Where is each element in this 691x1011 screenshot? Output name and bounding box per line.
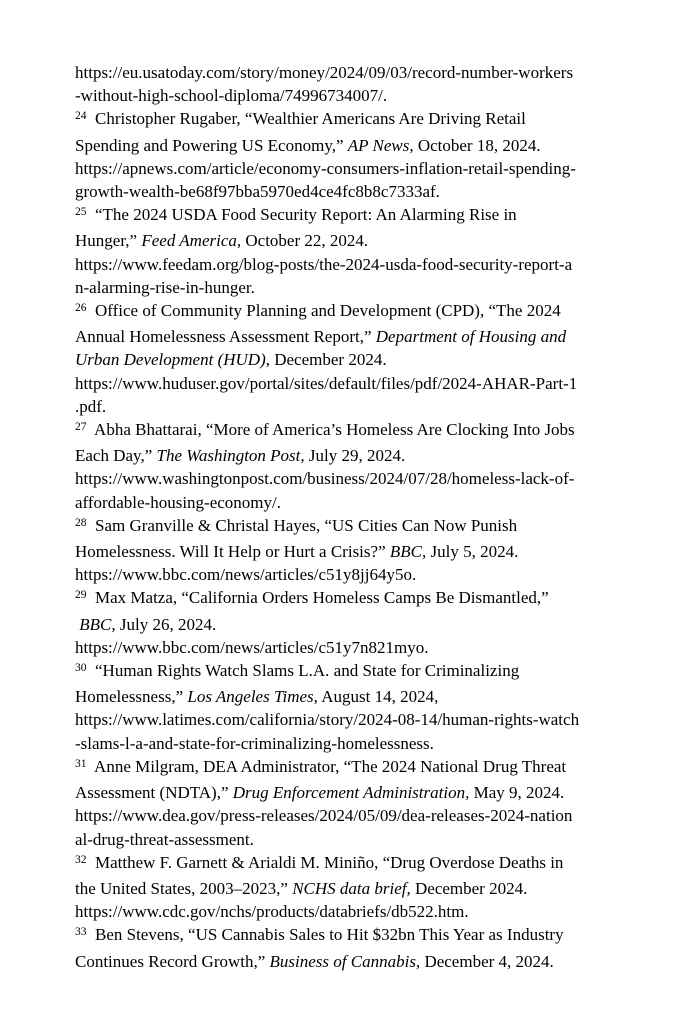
text-line (75, 229, 655, 252)
text-line (75, 781, 655, 804)
footnote-marker: 27 (75, 421, 87, 434)
url-text: .pdf. (75, 396, 107, 416)
publication-name-italic: BBC, (79, 614, 116, 634)
text-line (75, 444, 655, 467)
text-line (75, 372, 655, 395)
url-text: https://eu.usatoday.com/story/money/2024/09/03/record-number-workers (75, 63, 574, 82)
url-text: -without-high-school-diploma/74996734007/. (75, 86, 388, 106)
publication-name-italic: AP News (347, 135, 410, 155)
text-line (75, 613, 655, 636)
text-line (75, 828, 655, 851)
text-run: December 2024. (410, 878, 528, 898)
text-run: Anne Milgram, DEA Administrator, “The 2024 National Drug Threat (86, 756, 567, 776)
footnotes-text-block (75, 61, 655, 973)
text-line (75, 877, 655, 900)
text-run: Continues Record Growth,” (75, 951, 270, 971)
footnote-marker: 24 (75, 110, 87, 123)
text-run: Max Matza, “California Orders Homeless Camps Be Dismantled,” (86, 588, 549, 608)
text-run: Christopher Rugaber, “Wealthier Americans Are Driving Retail (86, 109, 526, 129)
text-run: December 4, 2024. (420, 951, 554, 971)
text-run: Annual Homelessness Assessment Report,” (75, 327, 376, 347)
footnote-marker: 29 (75, 589, 87, 602)
text-line (75, 900, 655, 923)
footnote-marker: 28 (75, 516, 87, 529)
publication-name-italic: Drug Enforcement Administration, (232, 783, 470, 803)
url-text: https://www.washingtonpost.com/business/2024/07/28/homeless-lack-of- (75, 469, 575, 489)
url-text: https://www.bbc.com/news/articles/c51y8jj64y5o. (75, 565, 417, 585)
text-line (75, 418, 655, 444)
text-line (75, 134, 655, 157)
text-line (75, 253, 655, 276)
text-line (75, 563, 655, 586)
text-run: , December 2024. (265, 350, 387, 370)
url-text: https://www.bbc.com/news/articles/c51y7n821myo. (75, 637, 429, 657)
text-line (75, 84, 655, 107)
text-line (75, 180, 655, 203)
text-line (75, 851, 655, 877)
text-line (75, 586, 655, 612)
text-run: Spending and Powering US Economy,” (75, 135, 348, 155)
publication-name-italic: NCHS data brief, (292, 878, 411, 898)
footnote-marker: 25 (75, 206, 87, 219)
footnote-marker: 31 (75, 757, 87, 770)
url-text: https://apnews.com/article/economy-consumers-inflation-retail-spending- (75, 158, 576, 178)
text-line (75, 61, 655, 84)
url-text: https://www.huduser.gov/portal/sites/default/files/pdf/2024-AHAR-Part-1 (75, 373, 578, 393)
text-run: , October 18, 2024. (409, 135, 541, 155)
text-line (75, 923, 655, 949)
text-run: the United States, 2003–2023,” (75, 878, 293, 898)
publication-name-italic: Business of Cannabis, (269, 951, 421, 971)
text-line (75, 276, 655, 299)
text-line (75, 950, 655, 973)
text-line (75, 491, 655, 514)
url-text: al-drug-threat-assessment. (75, 829, 254, 849)
url-text: https://www.latimes.com/california/story/2024-08-14/human-rights-watch (75, 710, 580, 730)
url-text: affordable-housing-economy/. (75, 492, 281, 512)
publication-name-italic: The Washington Post, (156, 446, 305, 466)
text-line (75, 514, 655, 540)
text-line (75, 732, 655, 755)
text-line (75, 299, 655, 325)
text-line (75, 804, 655, 827)
text-run: Office of Community Planning and Development (CPD), “The 2024 (86, 301, 561, 321)
text-line (75, 636, 655, 659)
footnote-marker: 26 (75, 302, 87, 315)
text-line (75, 685, 655, 708)
text-run: Each Day,” (75, 446, 157, 466)
text-run: Hunger,” (75, 231, 142, 251)
text-line (75, 708, 655, 731)
url-text: https://www.dea.gov/press-releases/2024/05/09/dea-releases-2024-nation (75, 806, 573, 826)
text-run: July 26, 2024. (115, 614, 217, 634)
url-text: https://www.cdc.gov/nchs/products/databriefs/db522.htm. (75, 902, 469, 922)
text-run: Homelessness,” (75, 687, 188, 707)
text-run: October 22, 2024. (241, 231, 369, 251)
publication-name-italic: Urban Development (HUD) (75, 350, 266, 370)
url-text: https://www.feedam.org/blog-posts/the-2024-usda-food-security-report-a (75, 254, 573, 274)
text-run: , August 14, 2024, (313, 687, 439, 707)
text-line (75, 395, 655, 418)
publication-name-italic: Los Angeles Times (187, 687, 314, 707)
footnote-marker: 33 (75, 926, 87, 939)
publication-name-italic: BBC, (389, 542, 427, 562)
footnote-marker: 30 (75, 662, 87, 675)
text-run: Homelessness. Will It Help or Hurt a Crisis?” (75, 542, 390, 562)
text-line (75, 325, 655, 348)
text-line (75, 755, 655, 781)
text-run: Matthew F. Garnett & Arialdi M. Miniño, “Drug Overdose Deaths in (86, 852, 564, 872)
text-line (75, 659, 655, 685)
text-line (75, 157, 655, 180)
url-text: -slams-l-a-and-state-for-criminalizing-homelessness. (75, 733, 434, 753)
text-run: Ben Stevens, “US Cannabis Sales to Hit $32bn This Year as Industry (86, 925, 564, 945)
text-line (75, 348, 655, 371)
text-run: July 5, 2024. (426, 542, 519, 562)
text-line (75, 107, 655, 133)
url-text: growth-wealth-be68f97bba5970ed4ce4fc8b8c7333af. (75, 182, 440, 202)
footnote-marker: 32 (75, 853, 87, 866)
text-line (75, 540, 655, 563)
text-run: “The 2024 USDA Food Security Report: An Alarming Rise in (86, 205, 517, 225)
text-line (75, 203, 655, 229)
text-line (75, 467, 655, 490)
text-run: “Human Rights Watch Slams L.A. and State for Criminalizing (86, 661, 520, 681)
text-run: Assessment (NDTA),” (75, 783, 233, 803)
url-text: n-alarming-rise-in-hunger. (75, 277, 255, 297)
text-run: May 9, 2024. (469, 783, 565, 803)
publication-name-italic: Feed America, (141, 231, 242, 251)
text-run: Sam Granville & Christal Hayes, “US Cities Can Now Punish (86, 515, 518, 535)
text-run: Abha Bhattarai, “More of America’s Homeless Are Clocking Into Jobs (86, 420, 575, 440)
text-run: July 29, 2024. (304, 446, 406, 466)
publication-name-italic: Department of Housing and (375, 327, 567, 347)
